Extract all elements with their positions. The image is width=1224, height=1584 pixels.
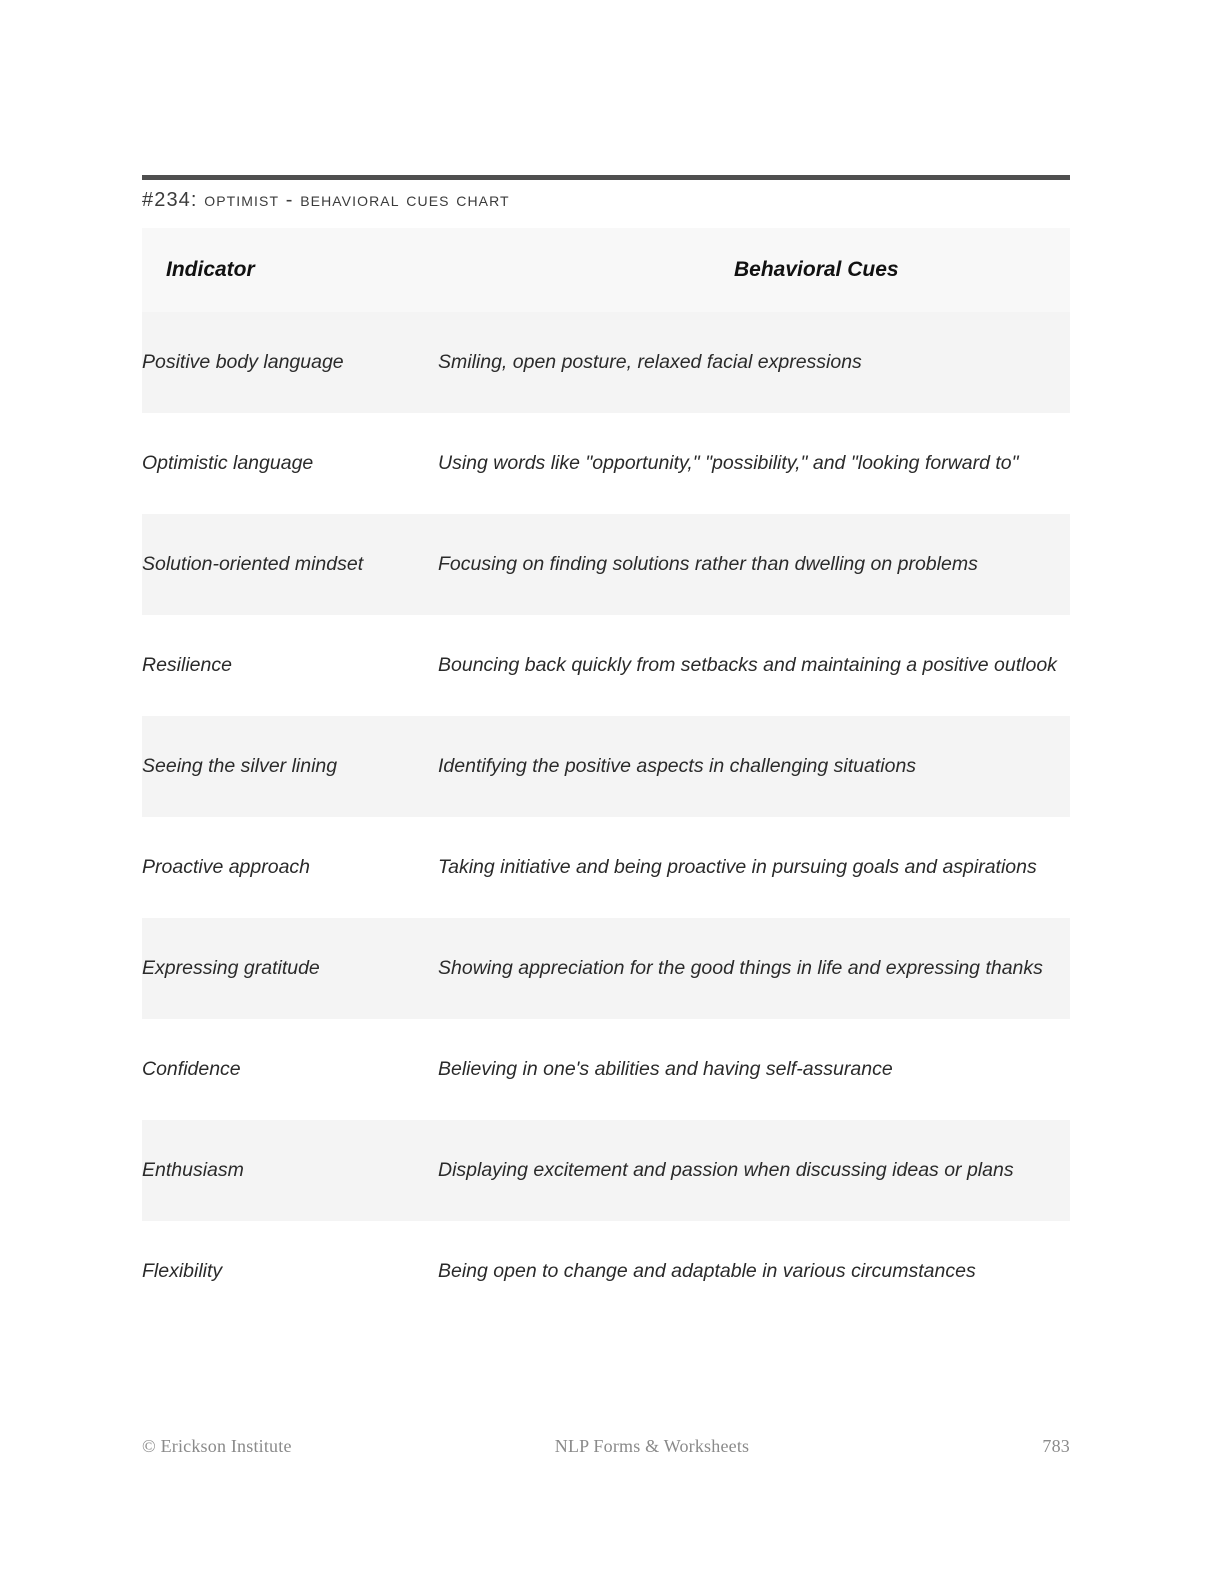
cell-indicator: Positive body language: [142, 351, 344, 374]
table-row: [142, 1120, 1070, 1221]
document-header: [142, 175, 1070, 211]
cell-behavioral-cues: Bouncing back quickly from setbacks and maintaining a positive outlook: [438, 654, 1057, 677]
cell-indicator: Flexibility: [142, 1260, 223, 1283]
header-rule: [142, 175, 1070, 180]
table-row: [142, 1019, 1070, 1120]
behavioral-cues-table: [142, 228, 1070, 1322]
column-header-behavioral-cues: Behavioral Cues: [734, 258, 899, 282]
table-row: [142, 817, 1070, 918]
cell-behavioral-cues: Using words like "opportunity," "possibility," and "looking forward to": [438, 452, 1019, 475]
column-header-indicator: Indicator: [166, 258, 255, 282]
footer-copyright: © Erickson Institute: [142, 1436, 292, 1456]
cell-behavioral-cues: Identifying the positive aspects in challenging situations: [438, 755, 917, 778]
table-row: [142, 514, 1070, 615]
table-body: [142, 312, 1070, 1322]
page-title: #234: optimist - behavioral cues chart: [142, 189, 510, 211]
cell-indicator: Enthusiasm: [142, 1159, 244, 1182]
cell-indicator: Confidence: [142, 1058, 241, 1081]
cell-behavioral-cues: Smiling, open posture, relaxed facial expressions: [438, 351, 862, 374]
cell-indicator: Expressing gratitude: [142, 957, 320, 980]
table-row: [142, 413, 1070, 514]
cell-behavioral-cues: Displaying excitement and passion when discussing ideas or plans: [438, 1159, 1014, 1182]
table-header: [142, 228, 1070, 312]
table-header-row: [142, 228, 1070, 312]
table-row: [142, 312, 1070, 413]
table-row: [142, 1221, 1070, 1322]
cell-indicator: Solution-oriented mindset: [142, 553, 364, 576]
table-row: [142, 918, 1070, 1019]
cell-indicator: Optimistic language: [142, 452, 314, 475]
cell-behavioral-cues: Focusing on finding solutions rather than dwelling on problems: [438, 553, 978, 576]
page-footer: [142, 1436, 1070, 1457]
footer-series-title: NLP Forms & Worksheets: [554, 1436, 750, 1456]
cell-behavioral-cues: Taking initiative and being proactive in pursuing goals and aspirations: [438, 856, 1037, 879]
cell-behavioral-cues: Showing appreciation for the good things in life and expressing thanks: [438, 957, 1043, 980]
cell-indicator: Seeing the silver lining: [142, 755, 338, 778]
cell-behavioral-cues: Believing in one's abilities and having self-assurance: [438, 1058, 893, 1081]
table-row: [142, 615, 1070, 716]
cell-behavioral-cues: Being open to change and adaptable in various circumstances: [438, 1260, 976, 1283]
cell-indicator: Proactive approach: [142, 856, 311, 879]
footer-page-number: 783: [1042, 1436, 1070, 1456]
cell-indicator: Resilience: [142, 654, 232, 677]
table-row: [142, 716, 1070, 817]
